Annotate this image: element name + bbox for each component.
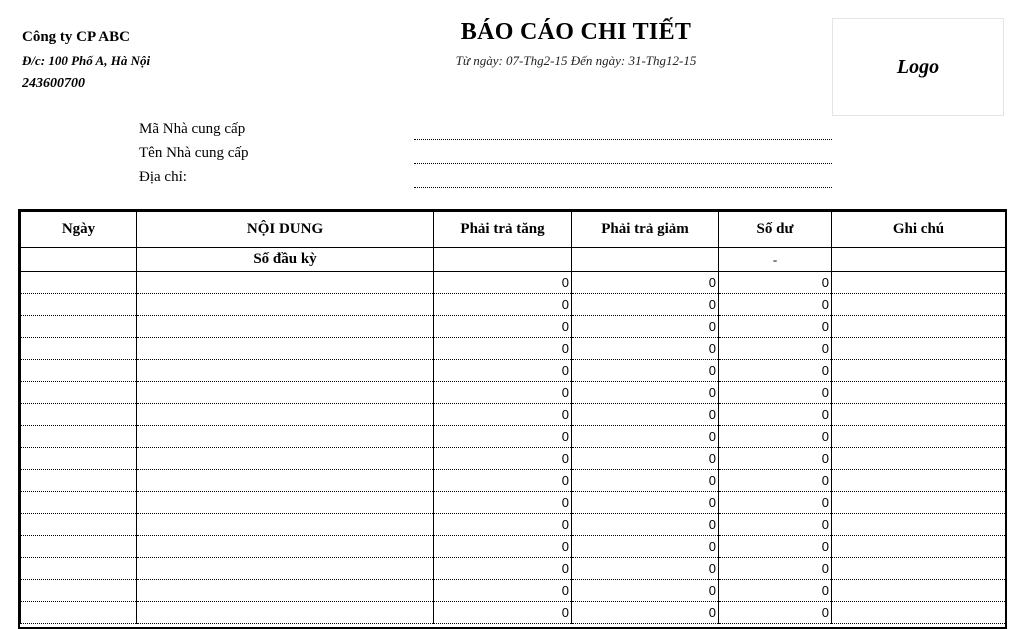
table-cell[interactable]: 0 [434,338,572,360]
table-cell[interactable]: 0 [572,448,719,470]
table-cell[interactable] [832,404,1006,426]
report-title: BÁO CÁO CHI TIẾT [460,19,692,45]
table-cell[interactable] [21,338,137,360]
supplier-address-label: Địa chỉ: [139,169,187,185]
table-cell[interactable]: 0 [434,470,572,492]
supplier-code-label: Mã Nhà cung cấp [139,121,246,137]
company-phone: 243600700 [22,76,85,91]
table-cell[interactable]: 0 [434,536,572,558]
table-cell[interactable] [137,294,434,316]
table-cell[interactable] [21,558,137,580]
table-cell[interactable] [832,580,1006,602]
supplier-name-field[interactable] [414,163,832,164]
table-cell[interactable]: 0 [719,492,832,514]
table-cell[interactable] [832,360,1006,382]
table-header-row [21,212,1006,248]
col-header-content: NỘI DUNG [137,212,434,248]
company-name: Công ty CP ABC [22,29,130,45]
table-cell[interactable] [137,470,434,492]
table-cell[interactable] [21,602,137,624]
table-cell[interactable]: 0 [434,580,572,602]
table-cell[interactable] [137,492,434,514]
table-cell[interactable]: 0 [434,360,572,382]
table-cell[interactable] [21,272,137,294]
table-cell[interactable]: 0 [719,558,832,580]
table-cell[interactable] [137,602,434,624]
table-row [21,602,1006,624]
table-cell[interactable]: 0 [572,426,719,448]
opening-balance-label: Số đầu kỳ [137,248,434,272]
table-cell[interactable]: 0 [434,382,572,404]
table-cell[interactable] [832,248,1006,272]
table-cell[interactable]: 0 [572,404,719,426]
table-cell[interactable] [832,272,1006,294]
table-cell[interactable]: 0 [434,316,572,338]
table-cell[interactable]: 0 [434,404,572,426]
supplier-name-label: Tên Nhà cung cấp [139,145,249,161]
table-cell[interactable] [832,294,1006,316]
table-row [21,338,1006,360]
col-header-note: Ghi chú [832,212,1006,248]
table-cell[interactable]: 0 [719,448,832,470]
table-cell[interactable]: 0 [434,602,572,624]
table-cell[interactable]: 0 [719,272,832,294]
table-cell[interactable] [832,448,1006,470]
table-cell[interactable]: 0 [719,536,832,558]
table-cell[interactable]: 0 [572,558,719,580]
logo-text: Logo [896,55,940,78]
table-row [21,580,1006,602]
table-cell[interactable] [21,382,137,404]
table-cell[interactable]: 0 [572,316,719,338]
table-row [21,492,1006,514]
table-cell[interactable]: 0 [434,294,572,316]
col-header-increase: Phải trả tăng [434,212,572,248]
table-cell[interactable] [137,272,434,294]
col-header-decrease: Phải trả giảm [572,212,719,248]
table-cell[interactable] [832,492,1006,514]
table-cell[interactable] [137,360,434,382]
table-cell[interactable] [137,426,434,448]
table-cell[interactable]: 0 [434,492,572,514]
table-cell[interactable] [832,426,1006,448]
table-cell[interactable]: 0 [719,514,832,536]
table-cell[interactable]: 0 [719,426,832,448]
table-cell[interactable] [137,404,434,426]
table-cell[interactable]: 0 [572,338,719,360]
table-row [21,448,1006,470]
table-cell[interactable] [137,448,434,470]
table-cell[interactable]: 0 [434,448,572,470]
table-cell[interactable]: 0 [572,602,719,624]
table-cell[interactable] [137,382,434,404]
table-cell[interactable] [832,536,1006,558]
table-row [21,360,1006,382]
table-cell[interactable] [572,248,719,272]
table-row [21,316,1006,338]
table-row [21,536,1006,558]
col-header-date: Ngày [21,212,137,248]
opening-balance-value: - [719,248,832,272]
table-cell[interactable]: 0 [572,470,719,492]
table-cell[interactable] [832,338,1006,360]
report-period: Từ ngày: 07-Thg2-15 Đến ngày: 31-Thg12-15 [455,53,697,68]
table-cell[interactable]: 0 [434,426,572,448]
table-cell[interactable] [832,382,1006,404]
table-cell[interactable] [832,602,1006,624]
table-cell[interactable] [832,558,1006,580]
table-cell[interactable] [21,470,137,492]
table-cell[interactable] [832,470,1006,492]
table-cell[interactable]: 0 [572,360,719,382]
col-header-balance: Số dư [719,212,832,248]
table-cell[interactable]: 0 [719,470,832,492]
logo-placeholder [832,18,1004,116]
table-cell[interactable]: 0 [572,580,719,602]
table-cell[interactable] [137,558,434,580]
company-address: Đ/c: 100 Phố A, Hà Nội [22,53,151,68]
table-cell[interactable] [21,448,137,470]
table-cell[interactable]: 0 [572,294,719,316]
table-cell[interactable]: 0 [719,382,832,404]
table-cell[interactable] [21,580,137,602]
table-cell[interactable]: 0 [719,338,832,360]
table-cell[interactable]: 0 [572,272,719,294]
opening-balance-row [21,248,1006,272]
table-cell[interactable] [21,536,137,558]
table-cell[interactable]: 0 [434,514,572,536]
table-cell[interactable] [137,316,434,338]
table-cell[interactable] [137,514,434,536]
table-cell[interactable] [21,426,137,448]
table-row [21,426,1006,448]
table-cell[interactable] [832,514,1006,536]
detail-table [20,211,1006,624]
table-cell[interactable] [21,294,137,316]
table-row [21,470,1006,492]
table-cell[interactable]: 0 [719,360,832,382]
table-cell[interactable] [21,360,137,382]
table-row [21,404,1006,426]
supplier-address-field[interactable] [414,187,832,188]
table-cell[interactable]: 0 [572,514,719,536]
table-cell[interactable]: 0 [434,272,572,294]
table-cell[interactable]: 0 [719,294,832,316]
table-cell[interactable] [21,316,137,338]
table-cell[interactable] [21,492,137,514]
table-cell[interactable] [434,248,572,272]
table-cell[interactable]: 0 [719,580,832,602]
table-cell[interactable]: 0 [572,492,719,514]
table-cell[interactable]: 0 [434,558,572,580]
table-cell[interactable] [21,514,137,536]
table-cell[interactable]: 0 [719,404,832,426]
table-row [21,272,1006,294]
table-row [21,514,1006,536]
table-cell[interactable] [21,248,137,272]
table-cell[interactable]: 0 [719,602,832,624]
table-cell[interactable]: 0 [572,382,719,404]
table-cell[interactable]: 0 [719,316,832,338]
table-row [21,558,1006,580]
supplier-code-field[interactable] [414,139,832,140]
table-row [21,382,1006,404]
table-cell[interactable]: 0 [572,536,719,558]
table-row [21,294,1006,316]
table-cell[interactable] [832,316,1006,338]
table-cell[interactable] [137,536,434,558]
table-cell[interactable] [21,404,137,426]
table-cell[interactable] [137,338,434,360]
table-cell[interactable] [137,580,434,602]
